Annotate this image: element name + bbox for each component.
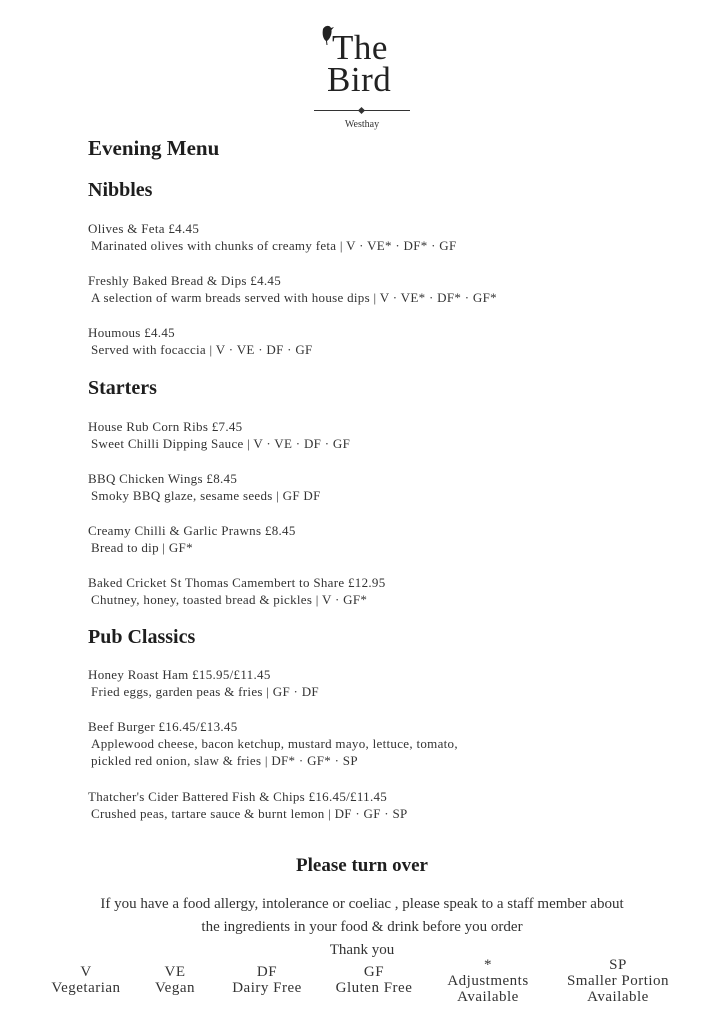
logo-diamond-icon <box>358 107 365 114</box>
key-item-smaller-portion <box>552 957 684 1005</box>
menu-item-name: Creamy Chilli & Garlic Prawns £8.45 <box>88 523 296 538</box>
section-heading-nibbles: Nibbles <box>88 179 153 201</box>
allergy-notice <box>0 893 724 962</box>
key-label: Available <box>457 989 519 1005</box>
menu-item <box>88 272 648 306</box>
menu-item-name: Houmous £4.45 <box>88 325 175 340</box>
allergy-line: the ingredients in your food & drink before you order <box>201 919 523 935</box>
menu-item-name: Olives & Feta £4.45 <box>88 221 200 236</box>
key-code: V <box>80 964 92 980</box>
menu-item <box>88 324 648 358</box>
turn-over-note: Please turn over <box>296 855 428 876</box>
menu-item <box>88 522 648 556</box>
key-code: VE <box>164 964 186 980</box>
key-label: Gluten Free <box>335 980 413 996</box>
menu-item-name: Thatcher's Cider Battered Fish & Chips £16.45/£11.45 <box>88 789 388 804</box>
menu-item-description: Smoky BBQ glaze, sesame seeds | GF DF <box>91 488 321 503</box>
menu-item-name: House Rub Corn Ribs £7.45 <box>88 419 243 434</box>
key-item-vegetarian <box>42 964 130 996</box>
section-heading-starters: Starters <box>88 377 157 399</box>
logo-text-bird: Bird <box>327 60 392 99</box>
menu-item-name: Beef Burger £16.45/£13.45 <box>88 719 238 734</box>
menu-item-description: Fried eggs, garden peas & fries | GF · DF <box>91 684 319 699</box>
menu-item-name: Freshly Baked Bread & Dips £4.45 <box>88 273 282 288</box>
menu-item <box>88 470 648 504</box>
menu-item-description: Served with focaccia | V · VE · DF · GF <box>91 342 313 357</box>
key-label: Available <box>587 989 649 1005</box>
thank-you: Thank you <box>329 942 395 958</box>
key-item-dairy-free <box>222 964 312 996</box>
menu-item-description: A selection of warm breads served with house dips | V · VE* · DF* · GF* <box>91 290 497 305</box>
menu-item <box>88 220 648 254</box>
menu-item-name: BBQ Chicken Wings £8.45 <box>88 471 238 486</box>
key-label: Dairy Free <box>232 980 302 996</box>
key-code: DF <box>256 964 278 980</box>
menu-item <box>88 718 648 769</box>
menu-item <box>88 418 648 452</box>
menu-item-description: Marinated olives with chunks of creamy feta | V · VE* · DF* · GF <box>91 238 457 253</box>
key-item-vegan <box>146 964 204 996</box>
menu-item-description: Sweet Chilli Dipping Sauce | V · VE · DF · GF <box>91 436 351 451</box>
key-code: * <box>484 957 492 973</box>
section-heading-pub-classics: Pub Classics <box>88 626 196 648</box>
logo-location: Westhay <box>344 119 380 130</box>
key-label: Adjustments <box>447 973 529 989</box>
menu-item-description: Bread to dip | GF* <box>91 540 193 555</box>
menu-item-name: Honey Roast Ham £15.95/£11.45 <box>88 667 271 682</box>
menu-item <box>88 574 648 608</box>
menu-item-description: Applewood cheese, bacon ketchup, mustard mayo, lettuce, tomato, pickled red onion, slaw & fries | DF* · GF* · SP <box>91 736 458 768</box>
key-label: Vegan <box>155 980 195 996</box>
key-code: GF <box>363 964 385 980</box>
logo-text-the: The <box>332 28 388 67</box>
restaurant-logo <box>312 22 412 132</box>
key-item-gluten-free <box>326 964 422 996</box>
allergy-line: If you have a food allergy, intolerance or coeliac , please speak to a staff member about <box>100 896 624 912</box>
key-label: Vegetarian <box>51 980 121 996</box>
menu-item <box>88 788 648 822</box>
menu-title: Evening Menu <box>88 136 220 160</box>
menu-item-name: Baked Cricket St Thomas Camembert to Share £12.95 <box>88 575 386 590</box>
key-label: Smaller Portion <box>566 973 670 989</box>
menu-item-description: Crushed peas, tartare sauce & burnt lemon | DF · GF · SP <box>91 806 408 821</box>
menu-item <box>88 666 648 700</box>
key-code: SP <box>609 957 627 973</box>
key-item-adjustments <box>436 957 540 1005</box>
menu-item-description: Chutney, honey, toasted bread & pickles | V · GF* <box>91 592 368 607</box>
